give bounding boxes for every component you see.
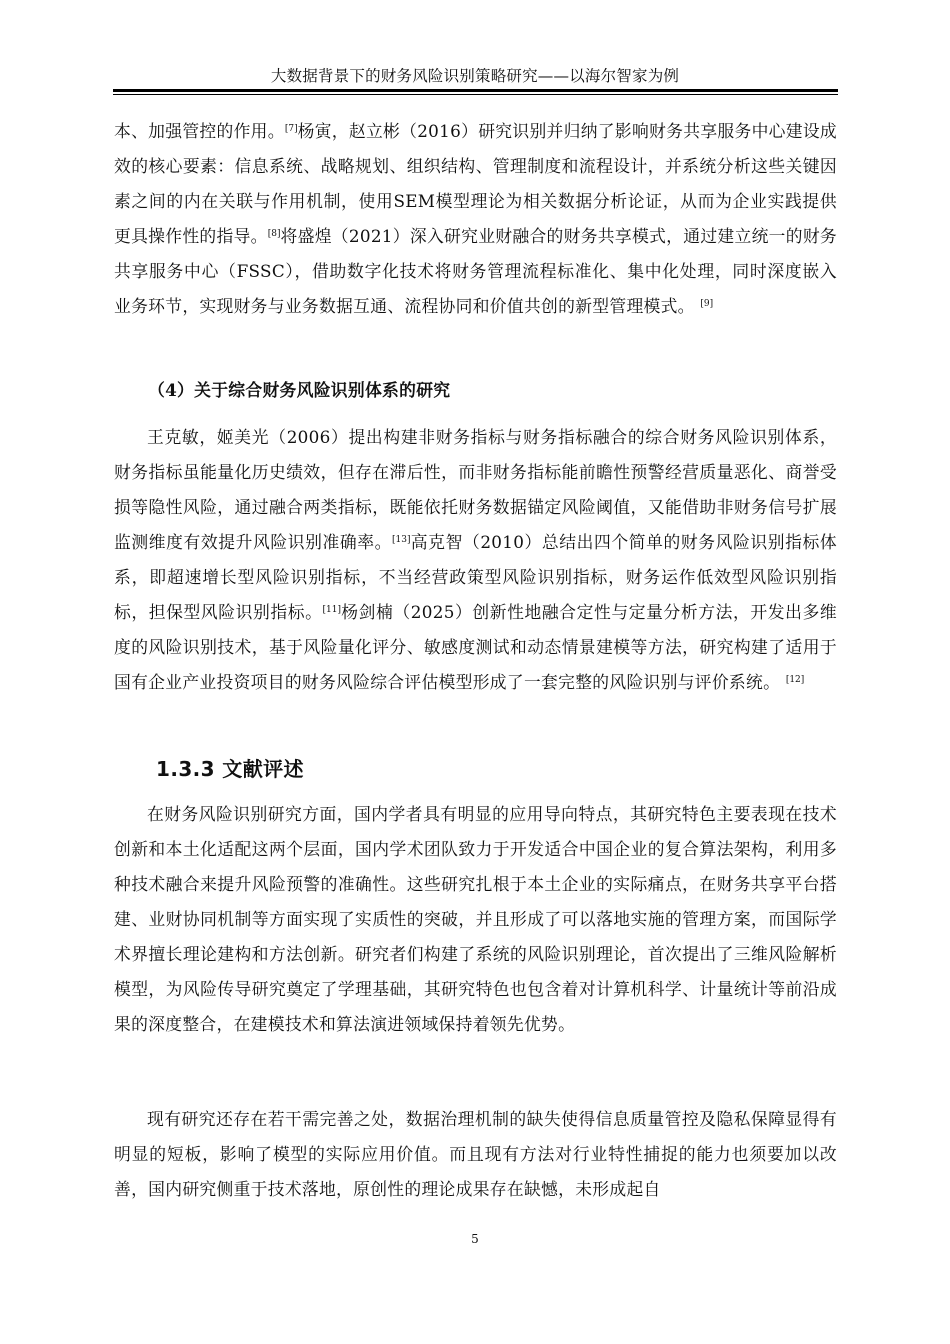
p2-text-b: 高克智（2010）总结出四个简单的财务风险识别指标体系，即超速增长型风险识别指标，不当经营政策型风险识别指标，财务运作低效型风险识别指标，担保型风险识别指标。 bbox=[114, 532, 837, 622]
p1-text-a: 本、加强管控的作用。 bbox=[114, 121, 285, 141]
citation-9: [9] bbox=[700, 299, 714, 309]
citation-11: [11] bbox=[322, 605, 341, 615]
section-heading-literature-review: 1.3.3 文献评述 bbox=[156, 757, 304, 781]
paragraph-review-domestic bbox=[114, 797, 837, 1042]
paragraph-comprehensive-risk bbox=[114, 420, 837, 700]
p4-text: 现有研究还存在若干需完善之处，数据治理机制的缺失使得信息质量管控及隐私保障显得有明显的短板，影响了模型的实际应用价值。而且现有方法对行业特性捕捉的能力也须要加以改善，国内研究侧重于技术落地，原创性的理论成果存在缺憾，未形成起自 bbox=[114, 1109, 837, 1199]
page-number: 5 bbox=[471, 1232, 479, 1246]
citation-12: [12] bbox=[785, 675, 805, 685]
header-rule-thin bbox=[113, 94, 838, 95]
running-header-title: 大数据背景下的财务风险识别策略研究——以海尔智家为例 bbox=[270, 67, 680, 85]
citation-8: [8] bbox=[267, 229, 281, 239]
paragraph-financial-sharing bbox=[114, 114, 837, 324]
citation-13: [13] bbox=[392, 535, 411, 545]
paragraph-review-gaps bbox=[114, 1102, 837, 1207]
subheading-comprehensive-risk-system: （4）关于综合财务风险识别体系的研究 bbox=[148, 380, 451, 400]
header-rule-thick bbox=[113, 89, 838, 92]
p1-text-b: 杨寅，赵立彬（2016）研究识别并归纳了影响财务共享服务中心建设成效的核心要素：信息系统、战略规划、组织结构、管理制度和流程设计，并系统分析这些关键因素之间的内在关联与作用机制，使用SEM模型理论为相关数据分析论证，从而为企业实践提供更具操作性的指导。 bbox=[114, 121, 837, 246]
citation-7: [7] bbox=[284, 124, 298, 134]
p2-text-c: 杨剑楠（2025）创新性地融合定性与定量分析方法，开发出多维度的风险识别技术，基于风险量化评分、敏感度测试和动态情景建模等方法，研究构建了适用于国有企业产业投资项目的财务风险综合评估模型形成了一套完整的风险识别与评价系统。 bbox=[114, 602, 837, 692]
p1-text-c: 将盛煌（2021）深入研究业财融合的财务共享模式，通过建立统一的财务共享服务中心（FSSC），借助数字化技术将财务管理流程标准化、集中化处理，同时深度嵌入业务环节，实现财务与业务数据互通、流程协同和价值共创的新型管理模式。 bbox=[114, 226, 837, 316]
p3-text: 在财务风险识别研究方面，国内学者具有明显的应用导向特点，其研究特色主要表现在技术创新和本土化适配这两个层面，国内学术团队致力于开发适合中国企业的复合算法架构，利用多种技术融合来提升风险预警的准确性。这些研究扎根于本土企业的实际痛点，在财务共享平台搭建、业财协同机制等方面实现了实质性的突破，并且形成了可以落地实施的管理方案，而国际学术界擅长理论建构和方法创新。研究者们构建了系统的风险识别理论，首次提出了三维风险解析模型，为风险传导研究奠定了学理基础，其研究特色也包含着对计算机科学、计量统计等前沿成果的深度整合，在建模技术和算法演进领域保持着领先优势。 bbox=[114, 804, 837, 1034]
p2-text-a: 王克敏，姬美光（2006）提出构建非财务指标与财务指标融合的综合财务风险识别体系，财务指标虽能量化历史绩效，但存在滞后性，而非财务指标能前瞻性预警经营质量恶化、商誉受损等隐性风险，通过融合两类指标，既能依托财务数据锚定风险阈值，又能借助非财务信号扩展监测维度有效提升风险识别准确率。 bbox=[114, 427, 837, 552]
